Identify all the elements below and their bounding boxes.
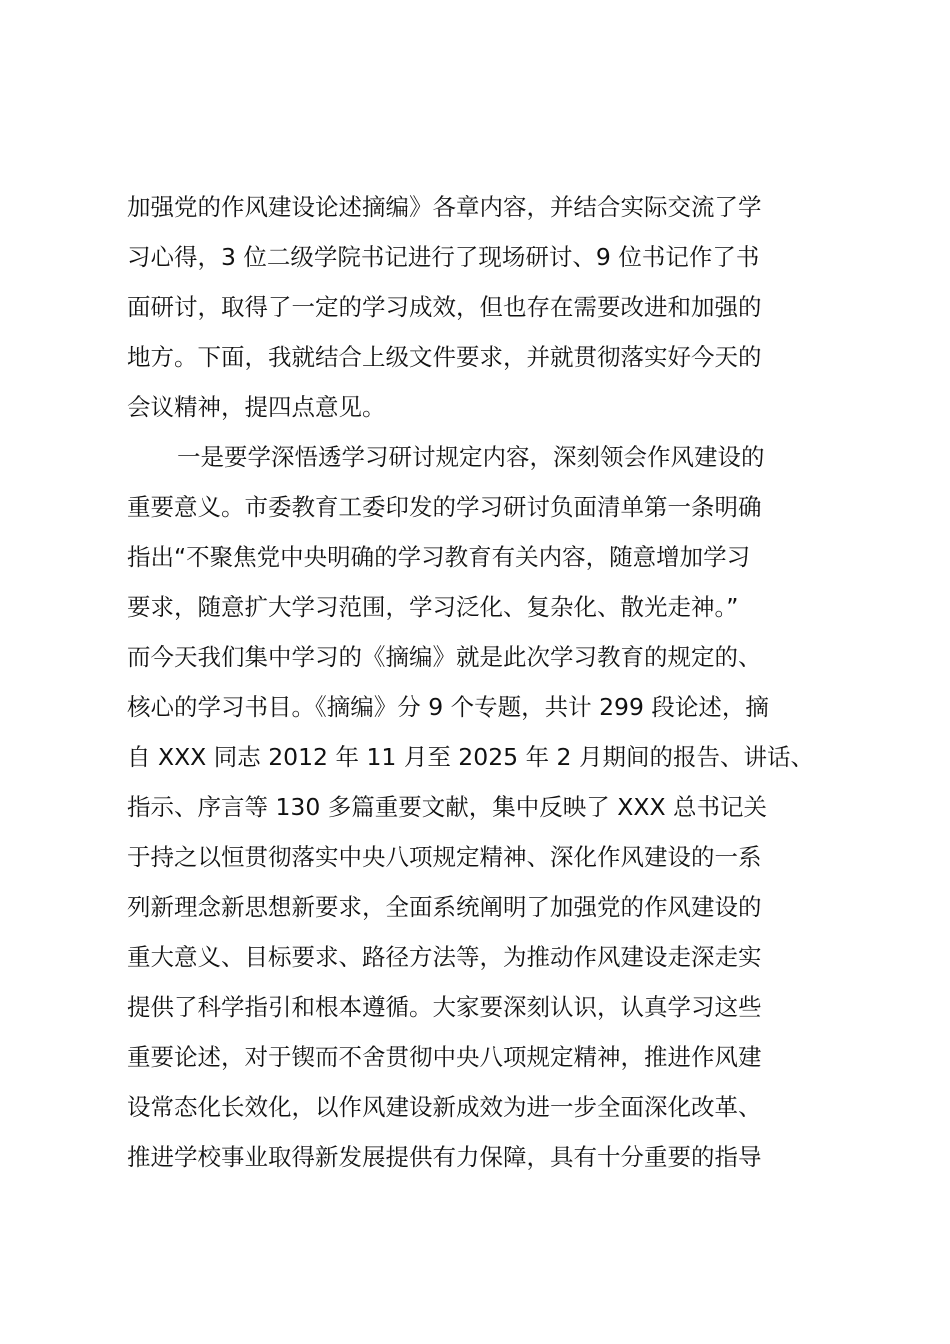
text-line: 地方。下面，我就结合上级文件要求，并就贯彻落实好今天的	[127, 343, 762, 371]
text-line: 要求，随意扩大学习范围，学习泛化、复杂化、散光走神。”	[127, 593, 739, 621]
paragraph-2	[127, 432, 847, 1182]
text-line: 推进学校事业取得新发展提供有力保障，具有十分重要的指导	[127, 1143, 762, 1171]
body-text	[127, 182, 847, 1182]
text-line: 加强党的作风建设论述摘编》各章内容，并结合实际交流了学	[127, 193, 762, 221]
text-line: 重要论述，对于锲而不舍贯彻中央八项规定精神，推进作风建	[127, 1043, 762, 1071]
text-line: 重要意义。市委教育工委印发的学习研讨负面清单第一条明确	[127, 493, 762, 521]
text-line: 设常态化长效化，以作风建设新成效为进一步全面深化改革、	[127, 1093, 762, 1121]
text-line: 而今天我们集中学习的《摘编》就是此次学习教育的规定的、	[127, 643, 762, 671]
text-line: 习心得，3 位二级学院书记进行了现场研讨、9 位书记作了书	[127, 243, 760, 271]
text-line: 一是要学深悟透学习研讨规定内容，深刻领会作风建设的	[177, 443, 765, 471]
text-line: 指示、序言等 130 多篇重要文献，集中反映了 XXX 总书记关	[127, 793, 768, 821]
text-line: 于持之以恒贯彻落实中央八项规定精神、深化作风建设的一系	[127, 843, 762, 871]
text-line: 会议精神，提四点意见。	[127, 393, 386, 421]
paragraph-1	[127, 182, 847, 432]
text-line: 列新理念新思想新要求，全面系统阐明了加强党的作风建设的	[127, 893, 762, 921]
text-line: 面研讨，取得了一定的学习成效，但也存在需要改进和加强的	[127, 293, 762, 321]
text-line: 提供了科学指引和根本遵循。大家要深刻认识，认真学习这些	[127, 993, 762, 1021]
text-line: 指出“不聚焦党中央明确的学习教育有关内容，随意增加学习	[127, 543, 751, 571]
text-line: 重大意义、目标要求、路径方法等，为推动作风建设走深走实	[127, 943, 762, 971]
text-line: 核心的学习书目。《摘编》分 9 个专题，共计 299 段论述，摘	[127, 693, 769, 721]
text-line: 自 XXX 同志 2012 年 11 月至 2025 年 2 月期间的报告、讲话、	[127, 743, 814, 771]
